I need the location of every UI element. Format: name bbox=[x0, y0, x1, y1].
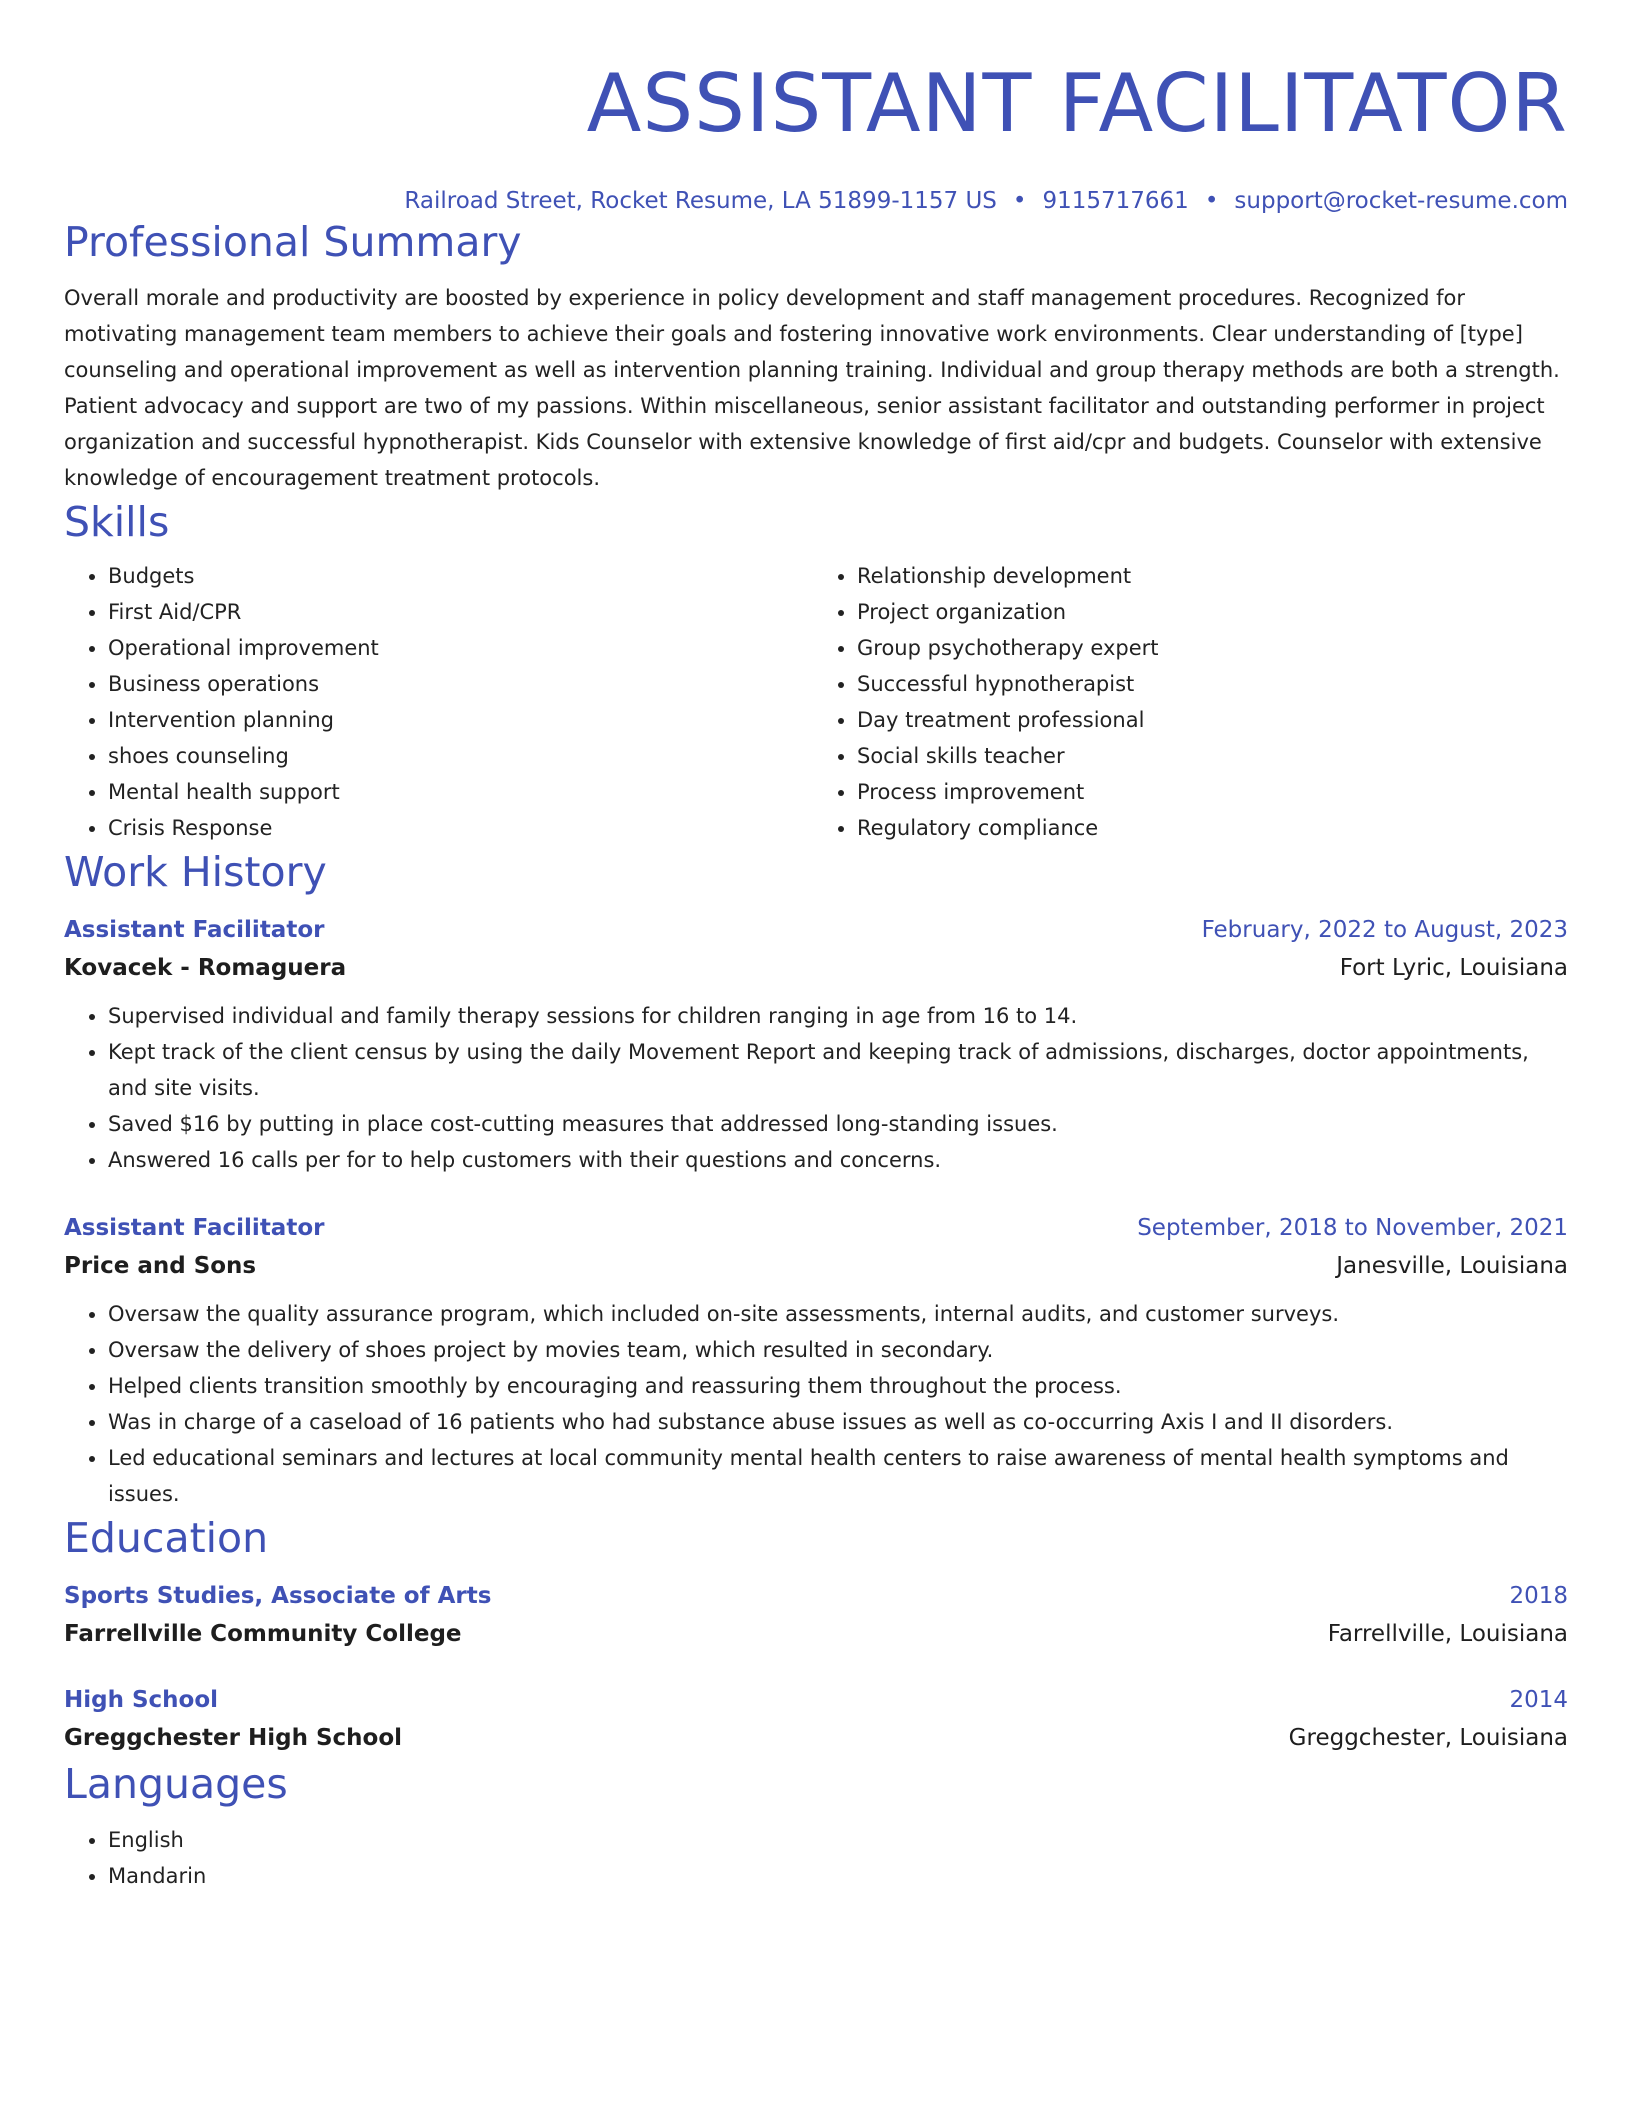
summary-heading: Professional Summary bbox=[64, 218, 522, 266]
job-bullets bbox=[64, 1296, 1568, 1512]
skill-item: • First Aid/CPR bbox=[108, 594, 819, 630]
languages-heading: Languages bbox=[64, 1760, 288, 1808]
education-degree: High School bbox=[64, 1687, 219, 1713]
job-bullet: • Saved $16 by putting in place cost-cutting measures that addressed long-standing issues. bbox=[108, 1106, 1568, 1142]
education-location: Greggchester, Louisiana bbox=[1288, 1725, 1568, 1751]
skill-item: • Intervention planning bbox=[108, 702, 819, 738]
skill-item: • Operational improvement bbox=[108, 630, 819, 666]
email: support@rocket-resume.com bbox=[1234, 188, 1568, 214]
education-year: 2018 bbox=[1509, 1583, 1568, 1609]
education-school: Farrellville Community College bbox=[64, 1621, 462, 1647]
separator: • bbox=[1012, 188, 1027, 214]
address: Railroad Street, Rocket Resume, LA 51899-1157 US bbox=[404, 188, 997, 214]
skill-item: • Mental health support bbox=[108, 774, 819, 810]
skill-item: • Social skills teacher bbox=[857, 738, 1568, 774]
job-bullet: • Answered 16 calls per for to help customers with their questions and concerns. bbox=[108, 1142, 1568, 1178]
skill-item: • Regulatory compliance bbox=[857, 810, 1568, 846]
phone: 9115717661 bbox=[1042, 188, 1189, 214]
skill-item: • Process improvement bbox=[857, 774, 1568, 810]
job-bullets bbox=[64, 998, 1568, 1178]
job-dates: September, 2018 to November, 2021 bbox=[1137, 1215, 1568, 1241]
job-entry bbox=[64, 1210, 1568, 1512]
education-location: Farrellville, Louisiana bbox=[1327, 1621, 1568, 1647]
languages-list bbox=[64, 1822, 1568, 1894]
education-degree: Sports Studies, Associate of Arts bbox=[64, 1583, 492, 1609]
separator: • bbox=[1204, 188, 1219, 214]
skills-column-right bbox=[813, 558, 1568, 846]
skills-heading: Skills bbox=[64, 498, 170, 546]
skills-column-left bbox=[64, 558, 819, 846]
education-school: Greggchester High School bbox=[64, 1725, 403, 1751]
job-company: Price and Sons bbox=[64, 1253, 257, 1279]
job-entry bbox=[64, 912, 1568, 1178]
job-company: Kovacek - Romaguera bbox=[64, 955, 347, 981]
job-bullet: • Led educational seminars and lectures at local community mental health centers to raise awareness of mental health symptoms and issues. bbox=[108, 1440, 1568, 1512]
job-bullet: • Supervised individual and family therapy sessions for children ranging in age from 16 to 14. bbox=[108, 998, 1568, 1034]
education-year: 2014 bbox=[1509, 1687, 1568, 1713]
skill-item: • Crisis Response bbox=[108, 810, 819, 846]
language-item: • Mandarin bbox=[108, 1858, 1568, 1894]
skills-list bbox=[64, 558, 1568, 846]
skill-item: • Relationship development bbox=[857, 558, 1568, 594]
skill-item: • Group psychotherapy expert bbox=[857, 630, 1568, 666]
job-dates: February, 2022 to August, 2023 bbox=[1201, 917, 1568, 943]
job-location: Janesville, Louisiana bbox=[1336, 1253, 1568, 1279]
job-bullet: • Kept track of the client census by using the daily Movement Report and keeping track of admissions, discharges, doctor appointments, and site visits. bbox=[108, 1034, 1568, 1106]
skill-item: • Budgets bbox=[108, 558, 819, 594]
job-bullet: • Oversaw the quality assurance program, which included on-site assessments, internal audits, and customer surveys. bbox=[108, 1296, 1568, 1332]
job-bullet: • Oversaw the delivery of shoes project by movies team, which resulted in secondary. bbox=[108, 1332, 1568, 1368]
skill-item: • Successful hypnotherapist bbox=[857, 666, 1568, 702]
skill-item: • Business operations bbox=[108, 666, 819, 702]
job-bullet: • Was in charge of a caseload of 16 patients who had substance abuse issues as well as co-occurring Axis I and II disorders. bbox=[108, 1404, 1568, 1440]
education-heading: Education bbox=[64, 1514, 269, 1562]
skill-item: • Day treatment professional bbox=[857, 702, 1568, 738]
job-location: Fort Lyric, Louisiana bbox=[1339, 955, 1568, 981]
skill-item: • shoes counseling bbox=[108, 738, 819, 774]
job-bullet: • Helped clients transition smoothly by encouraging and reassuring them throughout the process. bbox=[108, 1368, 1568, 1404]
contact-line bbox=[64, 186, 1568, 216]
resume-title: ASSISTANT FACILITATOR bbox=[586, 57, 1568, 150]
education-entry bbox=[64, 1578, 1568, 1654]
skill-item: • Project organization bbox=[857, 594, 1568, 630]
language-item: • English bbox=[108, 1822, 1568, 1858]
education-entry bbox=[64, 1682, 1568, 1758]
summary-text: Overall morale and productivity are boosted by experience in policy development and staff management procedures. Recognized for motivating management team members to achieve their goals and fostering innovative work environments. Clear understanding of [type] counseling and operational improvement as well as intervention planning training. Individual and group therapy methods are both a strength. Patient advocacy and support are two of my passions. Within miscellaneous, senior assistant facilitator and outstanding performer in project organization and successful hypnotherapist. Kids Counselor with extensive knowledge of first aid/cpr and budgets. Counselor with extensive knowledge of encouragement treatment protocols. bbox=[64, 286, 1560, 490]
work-history-heading: Work History bbox=[64, 848, 327, 896]
job-role: Assistant Facilitator bbox=[64, 917, 325, 943]
job-role: Assistant Facilitator bbox=[64, 1215, 325, 1241]
